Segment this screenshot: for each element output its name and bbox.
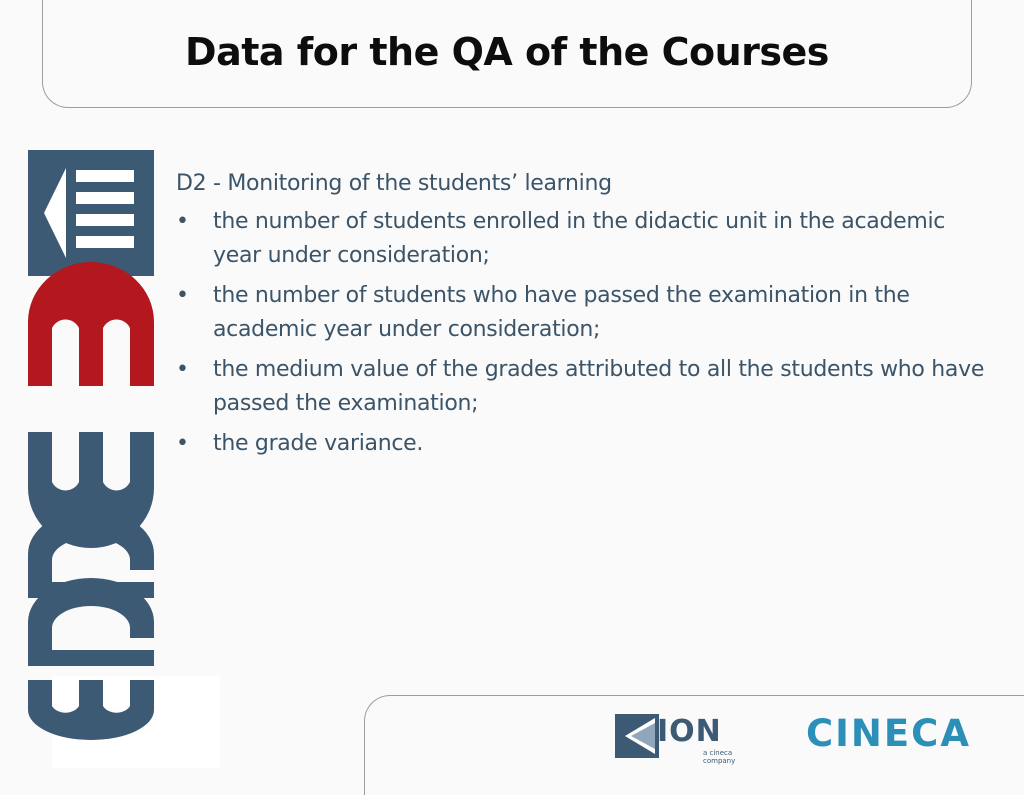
bullet-text: the grade variance. <box>213 431 424 456</box>
bullet-text: the number of students who have passed the examination in the academic year under consideration; <box>213 283 910 342</box>
bullet-symbol: • <box>176 209 189 234</box>
list-item <box>176 279 996 347</box>
bullet-text: the medium value of the grades attributed to all the students who have passed the examination; <box>213 357 985 416</box>
kion-wordmark: ION <box>657 714 722 749</box>
title-box <box>42 0 972 108</box>
bullet-text: the number of students enrolled in the didactic unit in the academic year under consideration; <box>213 209 946 268</box>
list-item <box>176 205 996 273</box>
slide-title: Data for the QA of the Courses <box>185 30 829 74</box>
list-item <box>176 427 996 461</box>
kion-logo <box>615 712 765 765</box>
section-heading: D2 - Monitoring of the students’ learning <box>176 171 612 196</box>
bullet-symbol: • <box>176 283 189 308</box>
kion-k-icon <box>615 714 659 758</box>
kion-tagline: a cineca company <box>703 749 736 765</box>
bullet-symbol: • <box>176 357 189 382</box>
bullet-symbol: • <box>176 431 189 456</box>
esse3-logo-icon <box>28 150 154 740</box>
list-item <box>176 353 996 421</box>
cineca-logo: CINECA <box>806 712 971 755</box>
slide-content <box>176 167 996 467</box>
bullet-list <box>176 205 996 461</box>
